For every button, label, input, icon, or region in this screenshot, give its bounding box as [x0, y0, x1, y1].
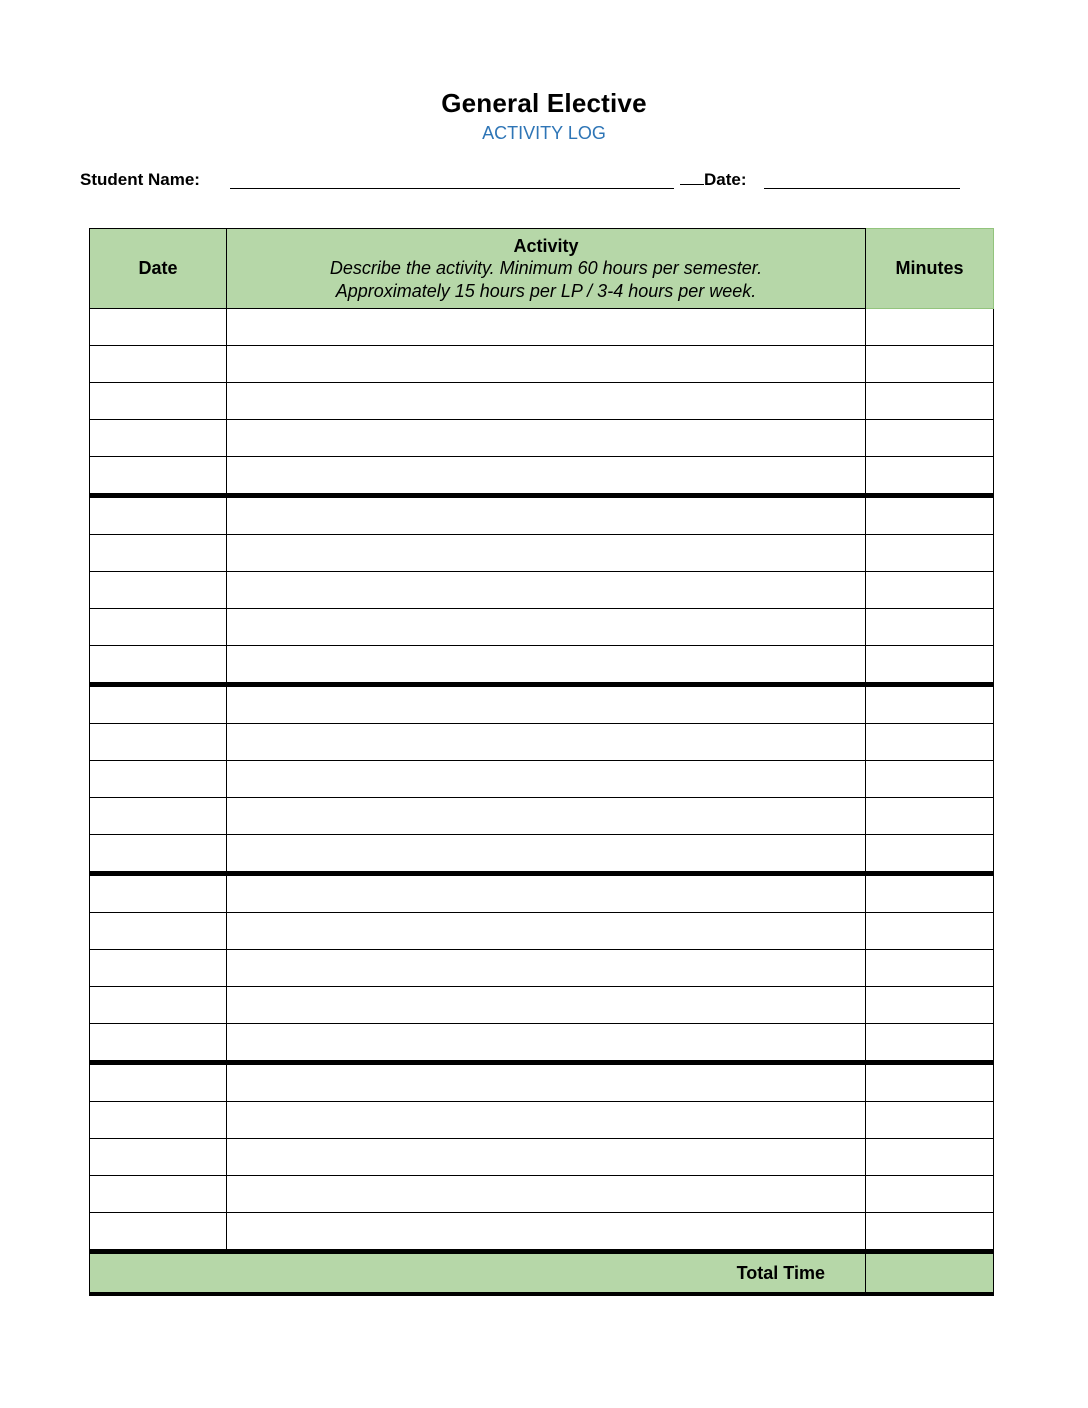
table-row: [90, 950, 994, 987]
table-row: [90, 761, 994, 798]
column-header-date: Date: [90, 229, 227, 309]
minutes-cell[interactable]: [866, 798, 994, 835]
date-cell[interactable]: [90, 383, 227, 420]
table-row: [90, 646, 994, 685]
date-cell[interactable]: [90, 572, 227, 609]
date-cell[interactable]: [90, 1102, 227, 1139]
date-cell[interactable]: [90, 950, 227, 987]
minutes-cell[interactable]: [866, 383, 994, 420]
date-cell[interactable]: [90, 1024, 227, 1063]
table-row: [90, 1139, 994, 1176]
minutes-cell[interactable]: [866, 950, 994, 987]
date-cell[interactable]: [90, 309, 227, 346]
activity-log-table: [89, 228, 994, 1296]
minutes-cell[interactable]: [866, 1176, 994, 1213]
date-cell[interactable]: [90, 913, 227, 950]
table-row: [90, 835, 994, 874]
minutes-cell[interactable]: [866, 1213, 994, 1252]
date-cell[interactable]: [90, 987, 227, 1024]
minutes-cell[interactable]: [866, 346, 994, 383]
minutes-cell[interactable]: [866, 724, 994, 761]
activity-header-title: Activity: [513, 235, 579, 256]
minutes-cell[interactable]: [866, 309, 994, 346]
minutes-cell[interactable]: [866, 913, 994, 950]
date-cell[interactable]: [90, 874, 227, 913]
minutes-cell[interactable]: [866, 1024, 994, 1063]
date-cell[interactable]: [90, 798, 227, 835]
date-label-wrapper: [680, 170, 747, 190]
table-row: [90, 346, 994, 383]
table-row: [90, 685, 994, 724]
total-time-cell[interactable]: [866, 1252, 994, 1295]
date-cell[interactable]: [90, 420, 227, 457]
minutes-cell[interactable]: [866, 874, 994, 913]
minutes-cell[interactable]: [866, 535, 994, 572]
minutes-cell[interactable]: [866, 1139, 994, 1176]
table-row: [90, 1024, 994, 1063]
activity-cell[interactable]: [227, 1213, 866, 1252]
minutes-cell[interactable]: [866, 987, 994, 1024]
activity-cell[interactable]: [227, 874, 866, 913]
activity-cell[interactable]: [227, 496, 866, 535]
minutes-cell[interactable]: [866, 646, 994, 685]
activity-cell[interactable]: [227, 646, 866, 685]
minutes-cell[interactable]: [866, 1063, 994, 1102]
total-row: [90, 1252, 994, 1295]
table-body: [90, 309, 994, 1252]
minutes-cell[interactable]: [866, 1102, 994, 1139]
activity-cell[interactable]: [227, 835, 866, 874]
date-cell[interactable]: [90, 496, 227, 535]
student-name-field[interactable]: [230, 188, 674, 189]
table-row: [90, 874, 994, 913]
student-name-label: Student Name:: [80, 170, 200, 189]
activity-cell[interactable]: [227, 1139, 866, 1176]
activity-cell[interactable]: [227, 724, 866, 761]
table-row: [90, 1102, 994, 1139]
date-cell[interactable]: [90, 1176, 227, 1213]
activity-cell[interactable]: [227, 1063, 866, 1102]
activity-cell[interactable]: [227, 309, 866, 346]
date-label: Date:: [704, 170, 747, 189]
activity-cell[interactable]: [227, 685, 866, 724]
date-cell[interactable]: [90, 1139, 227, 1176]
table-row: [90, 383, 994, 420]
date-cell[interactable]: [90, 346, 227, 383]
activity-cell[interactable]: [227, 572, 866, 609]
date-lead-line: [680, 170, 704, 185]
table-row: [90, 987, 994, 1024]
table-row: [90, 572, 994, 609]
minutes-cell[interactable]: [866, 572, 994, 609]
date-cell[interactable]: [90, 1063, 227, 1102]
activity-cell[interactable]: [227, 987, 866, 1024]
date-cell[interactable]: [90, 724, 227, 761]
table-header-row: [90, 229, 994, 309]
date-field[interactable]: [764, 188, 960, 189]
column-header-minutes: Minutes: [866, 229, 994, 309]
minutes-cell[interactable]: [866, 420, 994, 457]
date-cell[interactable]: [90, 685, 227, 724]
column-header-activity: [227, 229, 866, 309]
page-title: General Elective: [441, 88, 647, 118]
activity-header-desc-2: Approximately 15 hours per LP / 3-4 hours per week.: [335, 280, 757, 301]
table-row: [90, 1176, 994, 1213]
table-row: [90, 609, 994, 646]
activity-cell[interactable]: [227, 420, 866, 457]
minutes-cell[interactable]: [866, 609, 994, 646]
table-row: [90, 1213, 994, 1252]
activity-header-desc-1: Describe the activity. Minimum 60 hours per semester.: [329, 257, 763, 278]
activity-cell[interactable]: [227, 535, 866, 572]
table-row: [90, 496, 994, 535]
date-cell[interactable]: [90, 835, 227, 874]
date-cell[interactable]: [90, 609, 227, 646]
minutes-cell[interactable]: [866, 496, 994, 535]
activity-cell[interactable]: [227, 950, 866, 987]
page-subtitle: ACTIVITY LOG: [482, 123, 606, 143]
total-time-label: Total Time: [90, 1252, 866, 1295]
date-cell[interactable]: [90, 646, 227, 685]
date-cell[interactable]: [90, 1213, 227, 1252]
minutes-cell[interactable]: [866, 835, 994, 874]
minutes-cell[interactable]: [866, 457, 994, 496]
table-row: [90, 1063, 994, 1102]
table-row: [90, 535, 994, 572]
date-cell[interactable]: [90, 535, 227, 572]
activity-cell[interactable]: [227, 609, 866, 646]
table-row: [90, 913, 994, 950]
activity-cell[interactable]: [227, 346, 866, 383]
table-row: [90, 457, 994, 496]
activity-cell[interactable]: [227, 798, 866, 835]
table-row: [90, 798, 994, 835]
activity-cell[interactable]: [227, 761, 866, 798]
activity-cell[interactable]: [227, 913, 866, 950]
table-row: [90, 420, 994, 457]
minutes-cell[interactable]: [866, 685, 994, 724]
activity-cell[interactable]: [227, 1102, 866, 1139]
date-cell[interactable]: [90, 761, 227, 798]
activity-cell[interactable]: [227, 457, 866, 496]
minutes-cell[interactable]: [866, 761, 994, 798]
table-row: [90, 309, 994, 346]
student-info-row: [80, 168, 980, 196]
date-cell[interactable]: [90, 457, 227, 496]
activity-cell[interactable]: [227, 1024, 866, 1063]
table-row: [90, 724, 994, 761]
activity-cell[interactable]: [227, 1176, 866, 1213]
activity-cell[interactable]: [227, 383, 866, 420]
